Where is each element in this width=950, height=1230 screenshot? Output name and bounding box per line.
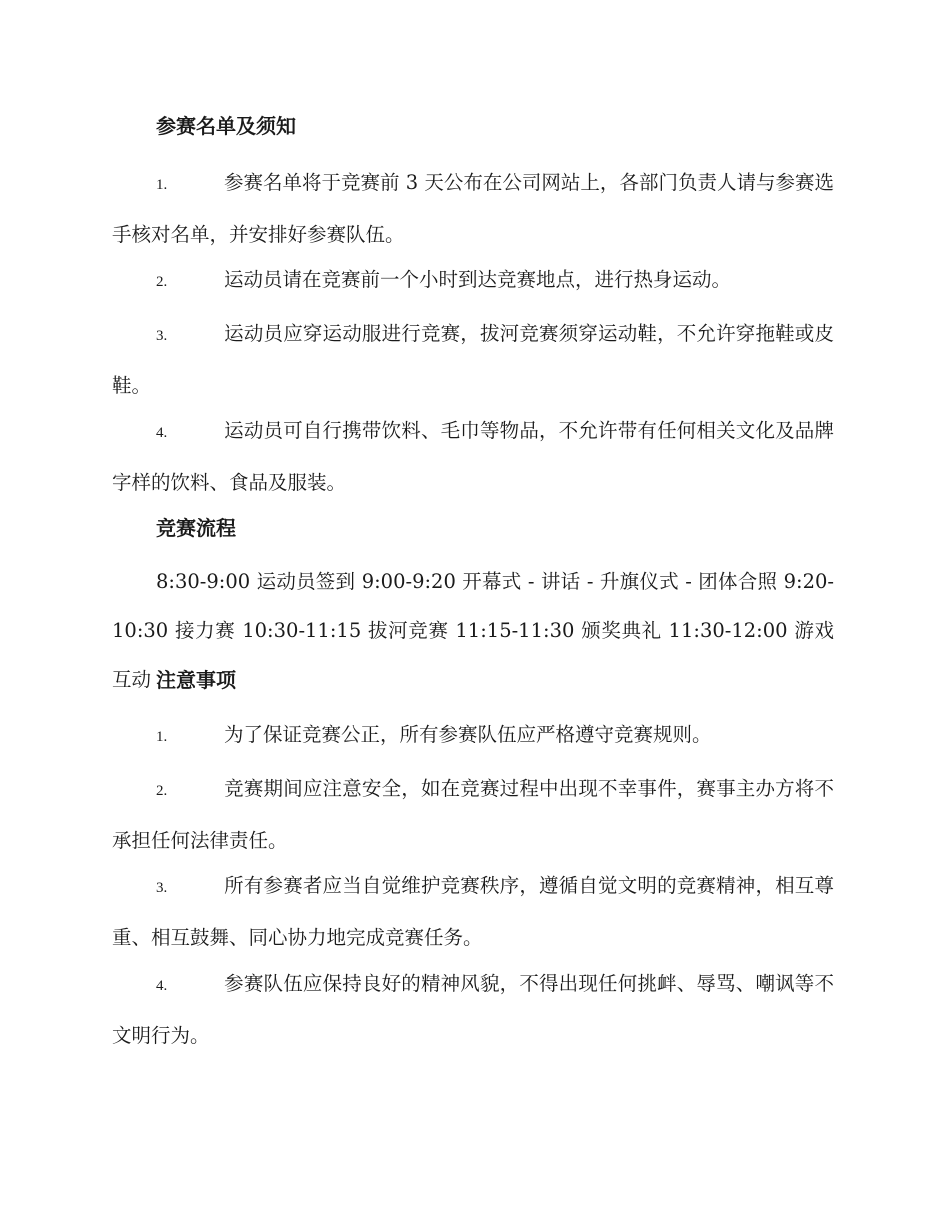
section-heading: 参赛名单及须知 [156, 114, 296, 138]
item-number: 1. [156, 729, 168, 745]
item-number: 4. [156, 978, 168, 994]
item-text: 参赛队伍应保持良好的精神风貌，不得出现任何挑衅、辱骂、嘲讽等不文明行为。 [112, 972, 834, 1047]
section-heading: 注意事项 [156, 668, 236, 692]
item-text: 参赛名单将于竞赛前 3 天公布在公司网站上，各部门负责人请与参赛选手核对名单，并安排好参赛队伍。 [112, 171, 834, 246]
item-text: 运动员应穿运动服进行竞赛，拔河竞赛须穿运动鞋，不允许穿拖鞋或皮鞋。 [112, 322, 834, 397]
list-item [112, 764, 834, 865]
item-text: 为了保证竞赛公正，所有参赛队伍应严格遵守竞赛规则。 [224, 723, 712, 746]
section-schedule [112, 514, 834, 542]
list-item [112, 309, 834, 410]
list-item [112, 406, 834, 507]
list-item [112, 959, 834, 1060]
list-item [112, 158, 834, 259]
schedule-text: 8:30-9:00 运动员签到 9:00-9:20 开幕式 - 讲话 - 升旗仪式 - 团体合照 9:20-10:30 接力赛 10:30-11:15 拔河竞赛 11:15-11:30 颁奖典礼 11:30-12:00 游戏互动 [112, 570, 834, 691]
list-item [112, 255, 834, 307]
item-number: 3. [156, 880, 168, 896]
section-heading: 竞赛流程 [156, 516, 236, 540]
list-item [112, 861, 834, 962]
section-notes [112, 666, 834, 694]
item-text: 所有参赛者应当自觉维护竞赛秩序，遵循自觉文明的竞赛精神，相互尊重、相互鼓舞、同心协力地完成竞赛任务。 [112, 874, 834, 949]
item-number: 1. [156, 177, 168, 193]
item-text: 运动员请在竞赛前一个小时到达竞赛地点，进行热身运动。 [224, 268, 732, 291]
item-number: 4. [156, 425, 168, 441]
item-number: 2. [156, 274, 168, 290]
section-registration [112, 112, 834, 140]
item-number: 3. [156, 328, 168, 344]
item-number: 2. [156, 783, 168, 799]
item-text: 运动员可自行携带饮料、毛巾等物品，不允许带有任何相关文化及品牌字样的饮料、食品及服装。 [112, 419, 834, 494]
item-text: 竞赛期间应注意安全，如在竞赛过程中出现不幸事件，赛事主办方将不承担任何法律责任。 [112, 777, 834, 852]
list-item [112, 710, 834, 762]
